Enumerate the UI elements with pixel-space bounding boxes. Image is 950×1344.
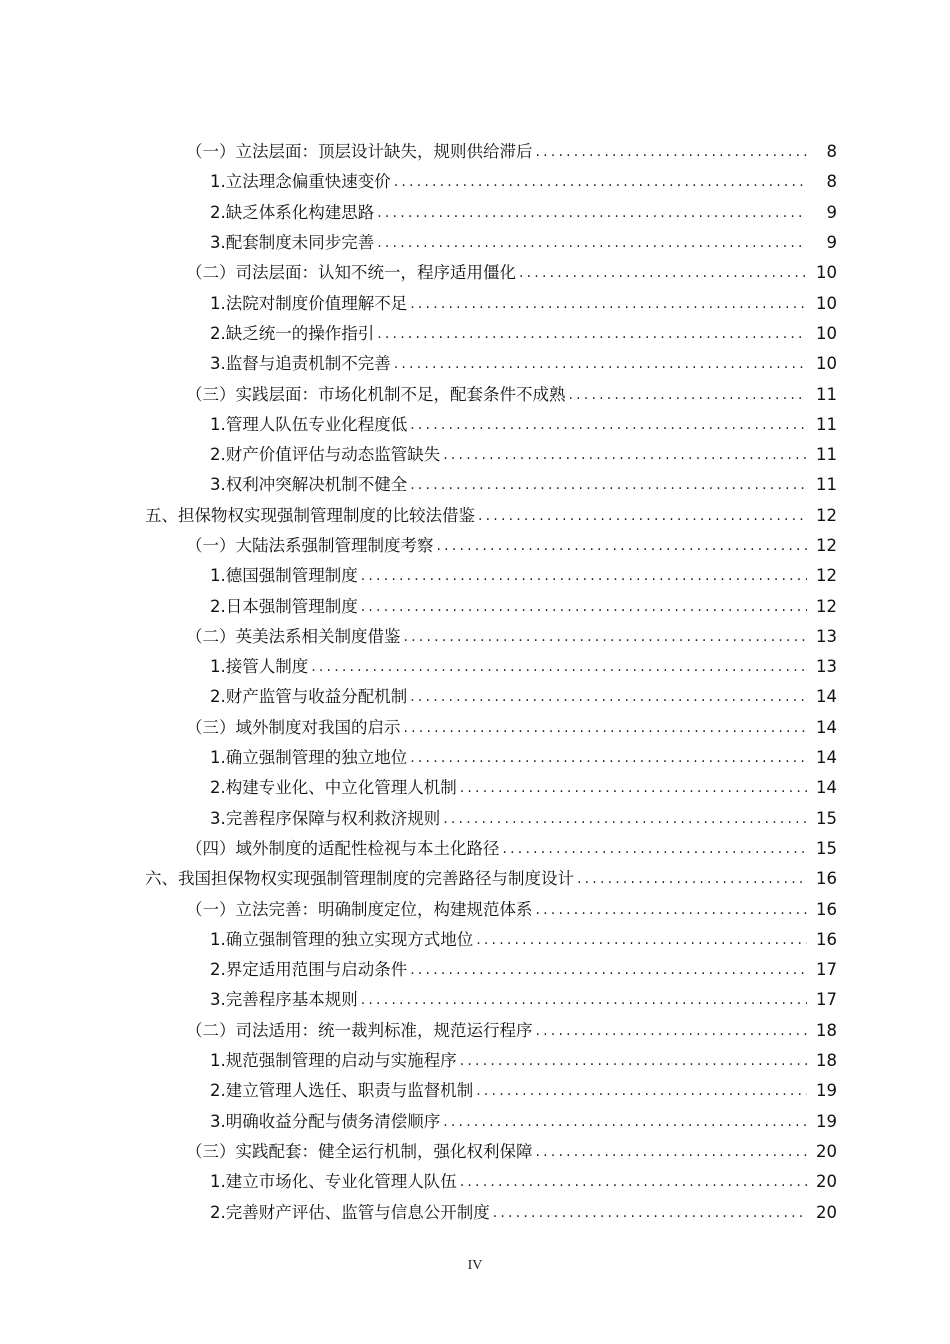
toc-dot-leader xyxy=(437,531,808,561)
toc-entry[interactable] xyxy=(0,198,950,228)
toc-entry-title: 3.配套制度未同步完善 xyxy=(210,233,375,253)
toc-entry[interactable] xyxy=(0,167,950,197)
toc-dot-leader xyxy=(536,895,808,925)
toc-entry-title: 1.规范强制管理的启动与实施程序 xyxy=(210,1051,457,1071)
toc-dot-leader xyxy=(394,167,807,197)
toc-entry-page-number: 12 xyxy=(816,536,837,555)
toc-entry[interactable] xyxy=(0,1016,950,1046)
toc-dot-leader xyxy=(476,925,807,955)
toc-dot-leader xyxy=(443,440,807,470)
toc-entry-title: 1.确立强制管理的独立地位 xyxy=(210,748,408,768)
table-of-contents xyxy=(0,137,950,1228)
toc-entry-page-number: 11 xyxy=(816,445,837,465)
toc-entry-page-number: 16 xyxy=(816,869,837,889)
toc-entry-title: （一）立法层面：顶层设计缺失，规则供给滞后 xyxy=(186,142,533,162)
toc-dot-leader xyxy=(410,955,807,985)
toc-entry-title: （一）大陆法系强制管理制度考察 xyxy=(186,536,434,555)
toc-entry-title: 3.完善程序基本规则 xyxy=(210,990,358,1010)
toc-entry-page-number: 9 xyxy=(826,202,837,222)
toc-dot-leader xyxy=(503,834,808,864)
toc-dot-leader xyxy=(410,289,807,319)
toc-entry[interactable] xyxy=(0,834,950,864)
toc-entry-title: 3.完善程序保障与权利救济规则 xyxy=(210,808,441,828)
toc-entry-title: 2.缺乏统一的操作指引 xyxy=(210,323,375,343)
toc-entry-title: （三）实践配套：健全运行机制，强化权利保障 xyxy=(186,1141,533,1161)
toc-entry-title: 1.确立强制管理的独立实现方式地位 xyxy=(210,929,474,949)
toc-entry-title: （二）司法层面：认知不统一，程序适用僵化 xyxy=(186,263,516,283)
toc-entry[interactable] xyxy=(0,531,950,561)
toc-entry-page-number: 12 xyxy=(816,596,837,616)
toc-entry[interactable] xyxy=(0,379,950,409)
toc-dot-leader xyxy=(460,1167,807,1197)
toc-dot-leader xyxy=(311,652,807,682)
toc-entry[interactable] xyxy=(0,1046,950,1076)
toc-entry-page-number: 13 xyxy=(816,626,837,646)
toc-entry[interactable] xyxy=(0,773,950,803)
toc-entry-title: （一）立法完善：明确制度定位，构建规范体系 xyxy=(186,899,533,919)
toc-entry[interactable] xyxy=(0,713,950,743)
toc-entry-title: 1.建立市场化、专业化管理人队伍 xyxy=(210,1172,457,1192)
toc-dot-leader xyxy=(577,864,807,894)
toc-dot-leader xyxy=(536,1137,808,1167)
toc-entry-title: （四）域外制度的适配性检视与本土化路径 xyxy=(186,838,500,858)
toc-entry[interactable] xyxy=(0,410,950,440)
toc-entry-title: （三）实践层面：市场化机制不足，配套条件不成熟 xyxy=(186,384,566,404)
toc-entry[interactable] xyxy=(0,1167,950,1197)
toc-entry-title: 3.明确收益分配与债务清偿顺序 xyxy=(210,1111,441,1131)
toc-dot-leader xyxy=(443,1107,807,1137)
toc-entry-title: 1.德国强制管理制度 xyxy=(210,566,358,586)
toc-entry-page-number: 19 xyxy=(816,1111,837,1131)
toc-entry[interactable] xyxy=(0,591,950,621)
toc-entry-page-number: 11 xyxy=(816,475,837,495)
toc-entry-page-number: 18 xyxy=(816,1020,837,1040)
toc-entry[interactable] xyxy=(0,1137,950,1167)
toc-entry-page-number: 16 xyxy=(816,929,837,949)
toc-entry-page-number: 13 xyxy=(816,657,837,677)
toc-entry-title: （三）域外制度对我国的启示 xyxy=(186,717,401,737)
toc-dot-leader xyxy=(377,198,807,228)
toc-entry-title: 2.完善财产评估、监管与信息公开制度 xyxy=(210,1202,490,1222)
toc-entry-page-number: 20 xyxy=(816,1172,837,1192)
toc-entry-page-number: 11 xyxy=(816,414,837,434)
toc-entry-page-number: 17 xyxy=(816,960,837,980)
toc-entry-title: 1.法院对制度价值理解不足 xyxy=(210,293,408,313)
toc-entry-title: 1.立法理念偏重快速变价 xyxy=(210,172,391,192)
toc-entry[interactable] xyxy=(0,288,950,318)
toc-entry-page-number: 16 xyxy=(816,899,837,919)
page-number-footer: IV xyxy=(467,1258,483,1273)
toc-entry-page-number: 8 xyxy=(826,172,837,192)
toc-dot-leader xyxy=(377,228,807,258)
toc-entry-title: （二）英美法系相关制度借鉴 xyxy=(186,626,401,646)
toc-entry[interactable] xyxy=(0,440,950,470)
toc-entry[interactable] xyxy=(0,470,950,500)
toc-entry-title: 2.界定适用范围与启动条件 xyxy=(210,960,408,980)
toc-dot-leader xyxy=(361,985,807,1015)
toc-entry[interactable] xyxy=(0,501,950,531)
toc-entry-page-number: 8 xyxy=(826,142,837,162)
toc-entry[interactable] xyxy=(0,137,950,167)
toc-dot-leader xyxy=(377,319,807,349)
toc-entry-page-number: 12 xyxy=(816,566,837,586)
toc-dot-leader xyxy=(404,622,808,652)
toc-dot-leader xyxy=(569,380,808,410)
toc-entry-page-number: 9 xyxy=(826,233,837,253)
toc-entry-title: 3.监督与追责机制不完善 xyxy=(210,354,391,374)
toc-entry-title: 2.财产监管与收益分配机制 xyxy=(210,687,408,707)
toc-entry-page-number: 10 xyxy=(816,323,837,343)
toc-entry-page-number: 15 xyxy=(816,838,837,858)
toc-entry-page-number: 11 xyxy=(816,384,837,404)
toc-dot-leader xyxy=(519,258,807,288)
toc-dot-leader xyxy=(493,1198,807,1228)
toc-entry[interactable] xyxy=(0,1076,950,1106)
toc-entry-page-number: 14 xyxy=(816,717,837,737)
toc-entry-title: （二）司法适用：统一裁判标准，规范运行程序 xyxy=(186,1020,533,1040)
toc-entry-title: 2.日本强制管理制度 xyxy=(210,596,358,616)
toc-dot-leader xyxy=(410,410,807,440)
toc-entry-title: 2.构建专业化、中立化管理人机制 xyxy=(210,778,457,798)
toc-entry-page-number: 17 xyxy=(816,990,837,1010)
toc-entry-title: 五、担保物权实现强制管理制度的比较法借鉴 xyxy=(145,505,475,525)
toc-entry-page-number: 10 xyxy=(816,354,837,374)
toc-entry-page-number: 18 xyxy=(816,1051,837,1071)
toc-entry[interactable] xyxy=(0,319,950,349)
toc-dot-leader xyxy=(361,561,807,591)
toc-dot-leader xyxy=(410,470,807,500)
toc-entry[interactable] xyxy=(0,1197,950,1227)
toc-entry[interactable] xyxy=(0,743,950,773)
toc-entry-page-number: 14 xyxy=(816,778,837,798)
toc-entry-page-number: 14 xyxy=(816,687,837,707)
toc-entry-title: 2.建立管理人选任、职责与监督机制 xyxy=(210,1081,474,1101)
toc-entry[interactable] xyxy=(0,955,950,985)
toc-entry[interactable] xyxy=(0,1107,950,1137)
toc-entry[interactable] xyxy=(0,864,950,894)
toc-entry[interactable] xyxy=(0,561,950,591)
toc-dot-leader xyxy=(536,1016,808,1046)
toc-entry-page-number: 10 xyxy=(816,263,837,283)
toc-dot-leader xyxy=(410,743,807,773)
toc-entry[interactable] xyxy=(0,258,950,288)
toc-entry-title: 3.权利冲突解决机制不健全 xyxy=(210,475,408,495)
toc-entry-page-number: 19 xyxy=(816,1081,837,1101)
toc-dot-leader xyxy=(476,1076,807,1106)
toc-dot-leader xyxy=(478,501,807,531)
toc-entry[interactable] xyxy=(0,652,950,682)
toc-entry-page-number: 14 xyxy=(816,748,837,768)
toc-entry[interactable] xyxy=(0,925,950,955)
toc-entry-title: 2.缺乏体系化构建思路 xyxy=(210,202,375,222)
toc-dot-leader xyxy=(404,713,808,743)
toc-entry-title: 1.接管人制度 xyxy=(210,657,309,677)
toc-entry[interactable] xyxy=(0,228,950,258)
toc-entry-page-number: 20 xyxy=(816,1202,837,1222)
toc-dot-leader xyxy=(460,773,807,803)
toc-entry-page-number: 20 xyxy=(816,1141,837,1161)
toc-dot-leader xyxy=(394,349,807,379)
toc-entry-title: 1.管理人队伍专业化程度低 xyxy=(210,414,408,434)
toc-entry[interactable] xyxy=(0,804,950,834)
toc-entry-page-number: 15 xyxy=(816,808,837,828)
toc-entry[interactable] xyxy=(0,894,950,924)
toc-entry[interactable] xyxy=(0,349,950,379)
toc-entry[interactable] xyxy=(0,985,950,1015)
toc-entry-title: 六、我国担保物权实现强制管理制度的完善路径与制度设计 xyxy=(145,869,574,889)
toc-dot-leader xyxy=(410,682,807,712)
toc-dot-leader xyxy=(443,804,807,834)
toc-dot-leader xyxy=(361,592,807,622)
toc-entry[interactable] xyxy=(0,622,950,652)
toc-entry-title: 2.财产价值评估与动态监管缺失 xyxy=(210,445,441,465)
toc-entry[interactable] xyxy=(0,682,950,712)
toc-entry-page-number: 10 xyxy=(816,293,837,313)
toc-dot-leader xyxy=(536,137,808,167)
toc-entry-page-number: 12 xyxy=(816,505,837,525)
toc-dot-leader xyxy=(460,1046,807,1076)
